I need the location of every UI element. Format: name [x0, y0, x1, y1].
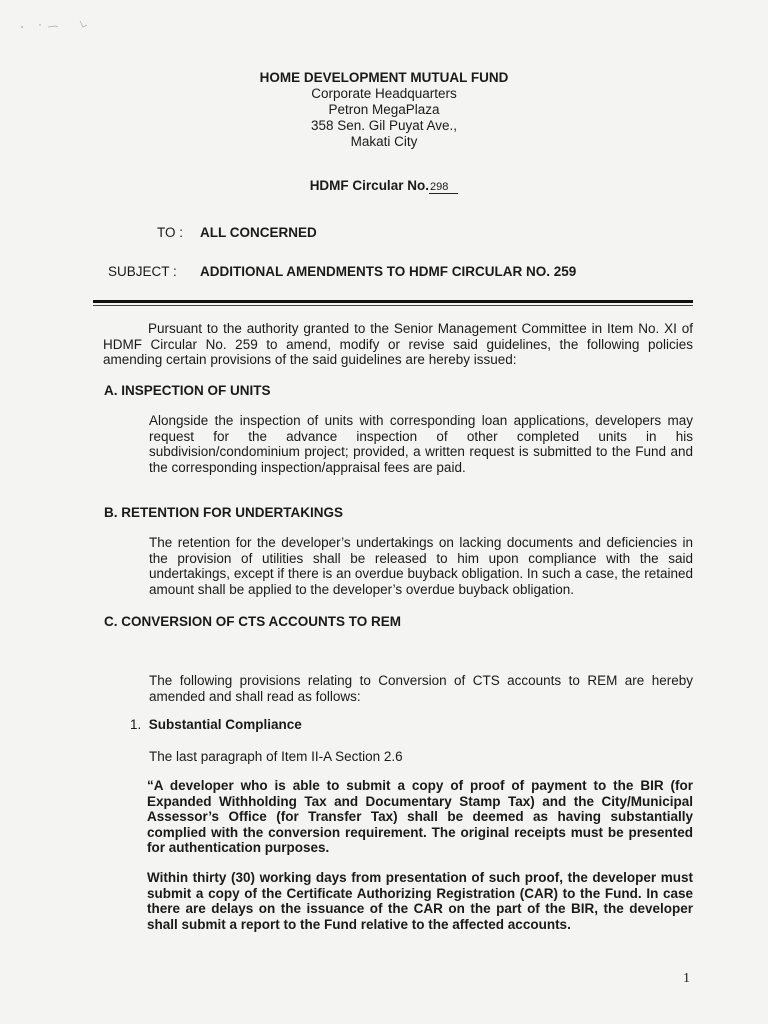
subsection-heading: [130, 717, 302, 732]
page-number: 1: [683, 971, 690, 986]
subsection-number: 1.: [130, 717, 142, 732]
divider-rule: [93, 300, 693, 303]
circular-number: 298: [429, 181, 458, 194]
quoted-paragraph-1: “A developer who is able to submit a copy of proof of payment to the BIR (for Expanded Withholding Tax and Documentary Stamp Tax) and the City/Municipal Assessor’s Office (for Transfer Tax) shall be deemed as having substantially complied with the conversion requirement. The original receipts must be presented for authentication purposes.: [147, 778, 693, 855]
section-a-body: Alongside the inspection of units with corresponding loan applications, developers may request for the advance inspection of other completed units in his subdivision/condominium project; provided, a written request is submitted to the Fund and the corresponding inspection/appraisal fees are paid.: [149, 413, 693, 475]
section-c-body: The following provisions relating to Conversion of CTS accounts to REM are hereby amended and shall read as follows:: [149, 673, 693, 704]
quoted-paragraph-2: Within thirty (30) working days from presentation of such proof, the developer must submit a copy of the Certificate Authorizing Registration (CAR) to the Fund. In case there are delays on the issuance of the CAR on the part of the BIR, the developer shall submit a report to the Fund relative to the affected accounts.: [147, 870, 693, 932]
letterhead: [0, 70, 768, 150]
intro-paragraph: Pursuant to the authority granted to the Senior Management Committee in Item No. XI of HDMF Circular No. 259 to amend, modify or revise said guidelines, the following policies amending certain provisions of the said guidelines are hereby issued:: [103, 321, 693, 367]
subject-label: SUBJECT :: [108, 264, 177, 279]
subsection-intro: The last paragraph of Item II-A Section 2.6: [149, 749, 403, 764]
address-line-4: Makati City: [350, 134, 418, 149]
subsection-title: Substantial Compliance: [148, 717, 302, 732]
to-label: TO :: [157, 225, 184, 240]
section-c-heading: C. CONVERSION OF CTS ACCOUNTS TO REM: [104, 614, 402, 629]
address-line-1: Corporate Headquarters: [311, 86, 457, 101]
section-a-heading: A. INSPECTION OF UNITS: [104, 383, 271, 398]
section-b-heading: B. RETENTION FOR UNDERTAKINGS: [104, 505, 343, 520]
address-line-3: 358 Sen. Gil Puyat Ave.,: [310, 118, 458, 133]
to-value: ALL CONCERNED: [200, 225, 317, 240]
address-line-2: Petron MegaPlaza: [328, 102, 440, 117]
subject-value: ADDITIONAL AMENDMENTS TO HDMF CIRCULAR NO. 259: [200, 264, 577, 279]
organization-name: HOME DEVELOPMENT MUTUAL FUND: [259, 70, 509, 85]
section-b-body: The retention for the developer’s undertakings on lacking documents and deficiencies in the provision of utilities shall be released to him upon compliance with the said undertakings, except if there is an overdue buyback obligation. In such a case, the retained amount shall be applied to the developer’s overdue buyback obligation.: [149, 535, 693, 597]
circular-label: HDMF Circular No.: [309, 178, 429, 193]
divider-rule-thin: [93, 305, 693, 306]
scan-specks: [18, 16, 108, 36]
circular-number-line: [0, 178, 768, 193]
